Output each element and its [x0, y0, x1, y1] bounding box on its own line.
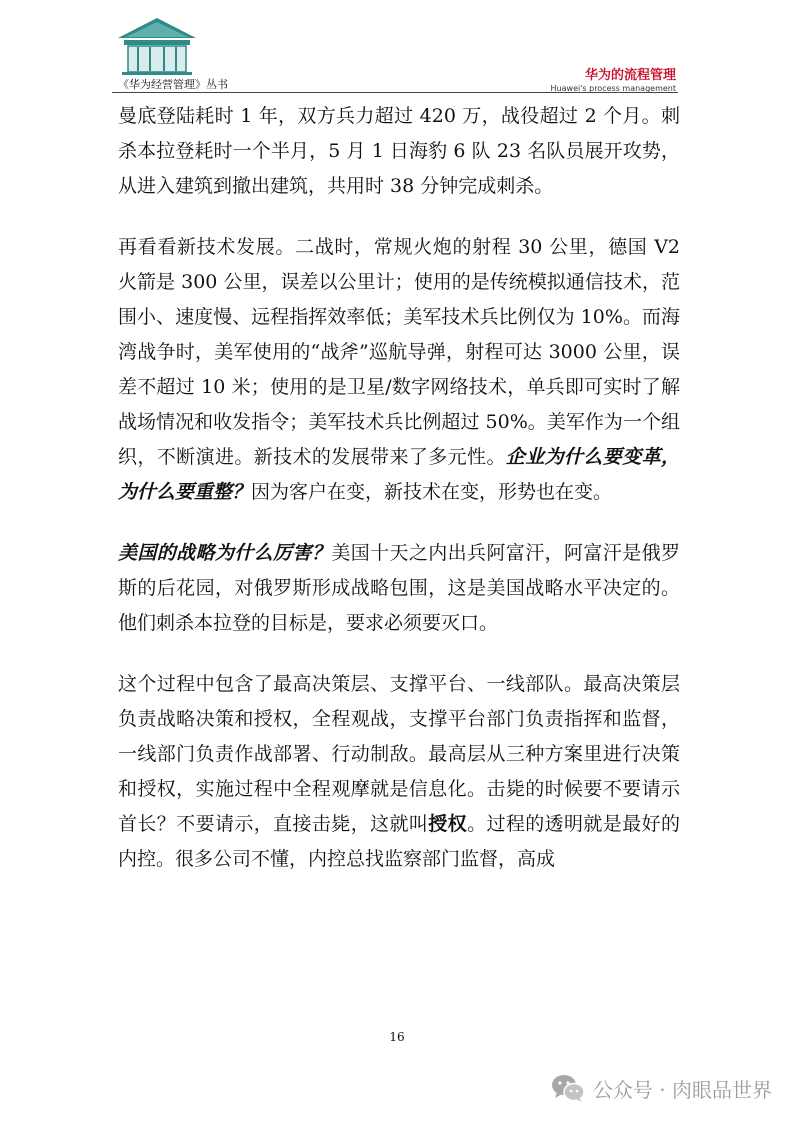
- watermark: [551, 1072, 772, 1104]
- paragraph-3: [118, 536, 680, 641]
- paragraph-3-text: 美国十天之内出兵阿富汗，阿富汗是俄罗斯的后花园，对俄罗斯形成战略包围，这是美国战略水平决定的。他们刺杀本拉登的目标是，要求必须要灭口。: [118, 542, 680, 634]
- paragraph-4: [118, 667, 680, 877]
- wechat-icon: [551, 1073, 585, 1103]
- paragraph-4-text: 这个过程中包含了最高决策层、支撑平台、一线部队。最高决策层负责战略决策和授权，全程观战，支撑平台部门负责指挥和监督，一线部门负责作战部署、行动制敌。最高层从三种方案里进行决策和授权，实施过程中全程观摩就是信息化。击毙的时候要不要请示首长？不要请示，直接击毙，这就叫: [118, 673, 680, 835]
- paragraph-1: 曼底登陆耗时 1 年，双方兵力超过 420 万，战役超过 2 个月。刺杀本拉登耗时一个半月，5 月 1 日海豹 6 队 23 名队员展开攻势，从进入建筑到撤出建筑，共用时 38 分钟完成刺杀。: [118, 105, 680, 197]
- paragraph-2-tail: 因为客户在变，新技术在变，形势也在变。: [251, 481, 613, 503]
- paragraph-4-tail: 。过程的透明就是最好的内控。很多公司不懂，内控总找监察部门监督，高成: [118, 813, 680, 870]
- brand-title-en: Huawei's process management: [550, 84, 676, 93]
- watermark-text: 公众号 · 肉眼品世界: [592, 1077, 772, 1102]
- paragraph-2: [118, 230, 680, 510]
- page-header: [112, 8, 678, 93]
- paragraph-2-text: 再看看新技术发展。二战时，常规火炮的射程 30 公里，德国 V2 火箭是 300 公里，误差以公里计；使用的是传统模拟通信技术，范围小、速度慢、远程指挥效率低；美军技术兵比例仅为 10%。而海湾战争时，美军使用的“战斧”巡航导弹，射程可达 3000 公里，误差不超过 10 米；使用的是卫星/数字网络技术，单兵即可实时了解战场情况和收发指令；美军技术兵比例超过 50%。美军作为一个组织，不断演进。新技术的发展带来了多元性。: [118, 236, 680, 468]
- book-series-title: 《华为经营管理》丛书: [118, 78, 228, 91]
- book-logo-icon: [116, 16, 198, 76]
- paragraph-3-emphasis: 美国的战略为什么厉害？: [118, 542, 332, 564]
- page-number: 16: [389, 1030, 405, 1044]
- brand-title-cn: 华为的流程管理: [584, 68, 676, 83]
- brand-block: [551, 64, 676, 93]
- page-body: [118, 99, 680, 903]
- header-divider: [112, 92, 678, 93]
- paragraph-2-emphasis: 企业为什么要变革，为什么要重整？: [118, 446, 680, 503]
- paragraph-4-bold: 授权: [428, 813, 468, 835]
